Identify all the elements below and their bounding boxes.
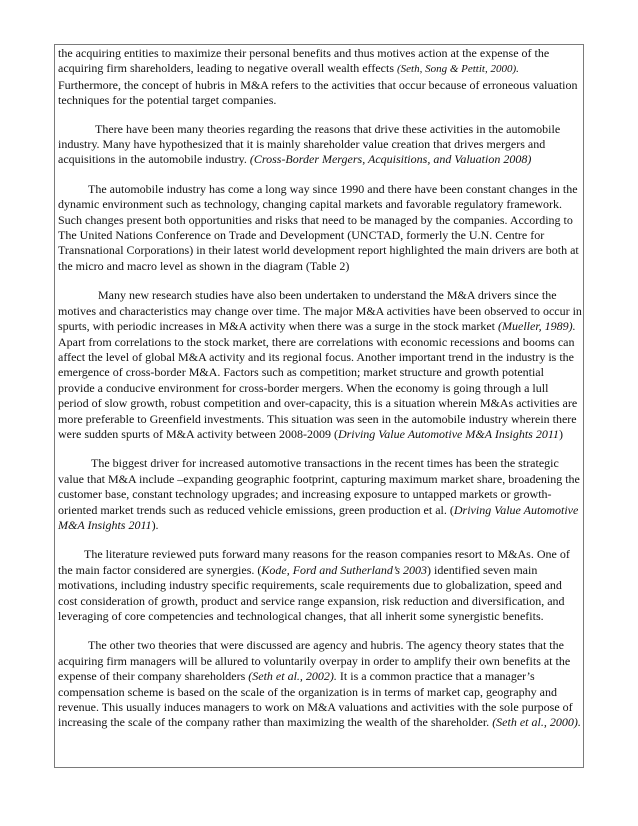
paragraph-text: Apart from correlations to the stock market, there are correlations with economic recessions and booms can affect the level of global M&A activity and its regional focus. Another important trend in the industry is the emergence of cross-border M&A. Factors such as competition; market structure and growth potential provide a conducive environment for cross-border mergers. When the economy is going through a lull period of slow growth, robust competition and over-capacity, this is a situation wherein M&As activities are more preferable to Greenfield investments. This situation was seen in the automobile industry wherein there were sudden spurts of M&A activity between 2008-2009 ( [58, 334, 578, 441]
paragraph-synergies [58, 547, 582, 624]
paragraph-text: Many new research studies have also been undertaken to understand the M&A drivers since the motives and characteristics may change over time. The major M&A activities have been observed to occur in spurts, with periodic increases in M&A activity when there was a surge in the stock market [58, 288, 582, 334]
paragraph-text: the acquiring entities to maximize their personal benefits and thus motives action at the expense of the acquiring firm shareholders, leading to negative overall wealth effects [58, 46, 550, 76]
paragraph-research-studies [58, 288, 582, 442]
paragraph-text: It is a common practice that a manager’s compensation scheme is based on the scale of the organization is in terms of market cap, geography and revenue. This usually induces managers to work on M&A valuations and activities with the sole purpose of increasing the scale of the company rather than maximizing the wealth of the shareholder. [58, 669, 573, 730]
citation: (Seth et al., 2000). [492, 715, 581, 730]
paragraph-agency-hubris [58, 638, 582, 730]
paragraph-text: The automobile industry has come a long way since 1990 and there have been constant changes in the dynamic environment such as technology, changing capital markets and favorable regulatory framework. Such changes present both opportunities and risks that need to be managed by the companies. According to The United Nations Conference on Trade and Development (UNCTAD, formerly the U.N. Centre for Transnational Corporations) in their latest world development report highlighted the main drivers are both at the micro and macro level as shown in the diagram (Table 2) [58, 181, 579, 273]
citation: (Seth, Song & Pettit, 2000). [396, 63, 519, 76]
paragraph-text: The literature reviewed puts forward many reasons for the reason companies resort to M&As. One of the main factor considered are synergies. ( [58, 547, 570, 577]
citation: (Cross-Border Mergers, Acquisitions, and Valuation 2008) [249, 152, 532, 167]
paragraph-industry-changes [58, 182, 582, 274]
paragraph-text: ). [151, 517, 159, 532]
paragraph-text: Furthermore, the concept of hubris in M&A refers to the activities that occur because of erroneous valuation techniques for the potential target companies. [58, 77, 578, 108]
paragraph-text: ) identified seven main motivations, including industry specific requirements, scale requirements due to globalization, speed and cost consideration of growth, product and service range expansion, risk reduction and diversification, and leveraging of core competencies and technological changes, that all inherit some synergistic benefits. [58, 562, 565, 623]
paragraph-hubris-agency-intro [58, 46, 582, 109]
paragraph-text: ) [558, 426, 563, 441]
document-body [58, 46, 582, 745]
paragraph-text: There have been many theories regarding the reasons that drive these activities in the automobile industry. Many have hypothesized that it is mainly shareholder value creation that drives mergers and acquisitions in the automobile industry. [58, 121, 561, 167]
citation: (Seth et al., 2002). [248, 669, 337, 684]
citation: Driving Value Automotive M&A Insights 2011 [58, 502, 579, 532]
citation: (Mueller, 1989). [498, 319, 576, 334]
citation: Kode, Ford and Sutherland’s 2003 [261, 562, 428, 577]
paragraph-text: The biggest driver for increased automotive transactions in the recent times has been the strategic value that M&A include –expanding geographic footprint, capturing maximum market share, broadening the customer base, constant technology upgrades; and increasing exposure to untapped markets or growth-oriented market trends such as reduced vehicle emissions, green production et al. ( [58, 456, 580, 517]
paragraph-strategic-value [58, 456, 582, 533]
paragraph-theories [58, 122, 582, 168]
paragraph-text: The other two theories that were discussed are agency and hubris. The agency theory states that the acquiring firm managers will be allured to voluntarily overpay in order to amplify their own benefits at the expense of their company shareholders [58, 638, 571, 684]
citation: Driving Value Automotive M&A Insights 2011 [337, 426, 559, 441]
